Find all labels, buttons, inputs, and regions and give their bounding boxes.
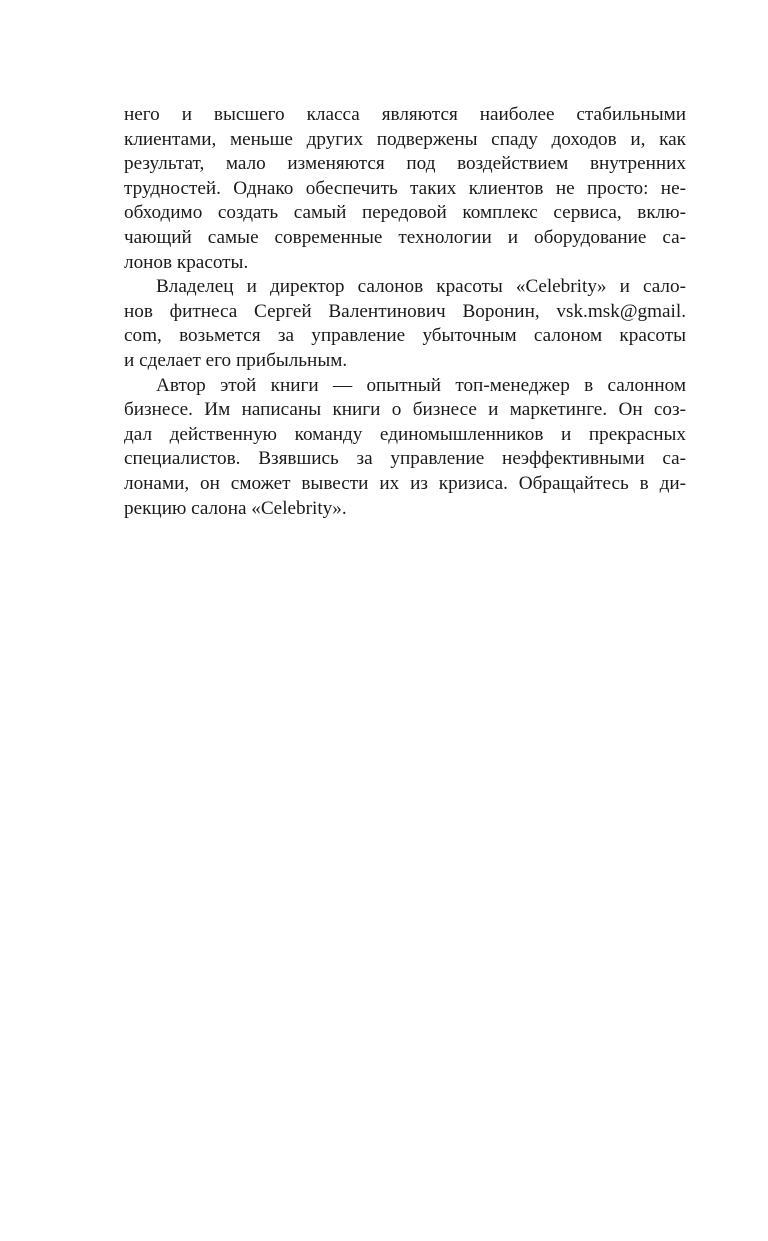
text-line: лонов красоты. (124, 251, 249, 273)
text-line: Владелец и директор салонов красоты «Celebrity» и сало- (156, 276, 686, 298)
text-line: лонами, он сможет вывести их из кризиса. Обращайтесь в ди- (124, 472, 686, 494)
text-line: бизнесе. Им написаны книги о бизнесе и маркетинге. Он соз- (124, 399, 686, 421)
text-line: рекцию салона «Celebrity». (124, 497, 347, 519)
text-line: специалистов. Взявшись за управление неэффективными са- (124, 448, 686, 470)
text-line: и сделает его прибыльным. (124, 349, 348, 371)
body-text (124, 103, 686, 521)
text-line: чающий самые современные технологии и оборудование са- (124, 226, 686, 248)
text-line: Автор этой книги — опытный топ-менеджер в салонном (156, 374, 686, 396)
text-line: трудностей. Однако обеспечить таких клиентов не просто: не- (124, 177, 686, 199)
text-line: нов фитнеса Сергей Валентинович Воронин, vsk.msk@gmail. (124, 300, 686, 322)
text-line: результат, мало изменяются под воздействием внутренних (124, 153, 686, 175)
text-line: com, возьмется за управление убыточным салоном красоты (124, 325, 686, 347)
text-line: клиентами, меньше других подвержены спаду доходов и, как (124, 128, 686, 150)
text-line: дал действенную команду единомышленников и прекрасных (124, 423, 686, 445)
text-line: обходимо создать самый передовой комплекс сервиса, вклю- (124, 202, 686, 224)
text-line: него и высшего класса являются наиболее стабильными (124, 104, 686, 125)
